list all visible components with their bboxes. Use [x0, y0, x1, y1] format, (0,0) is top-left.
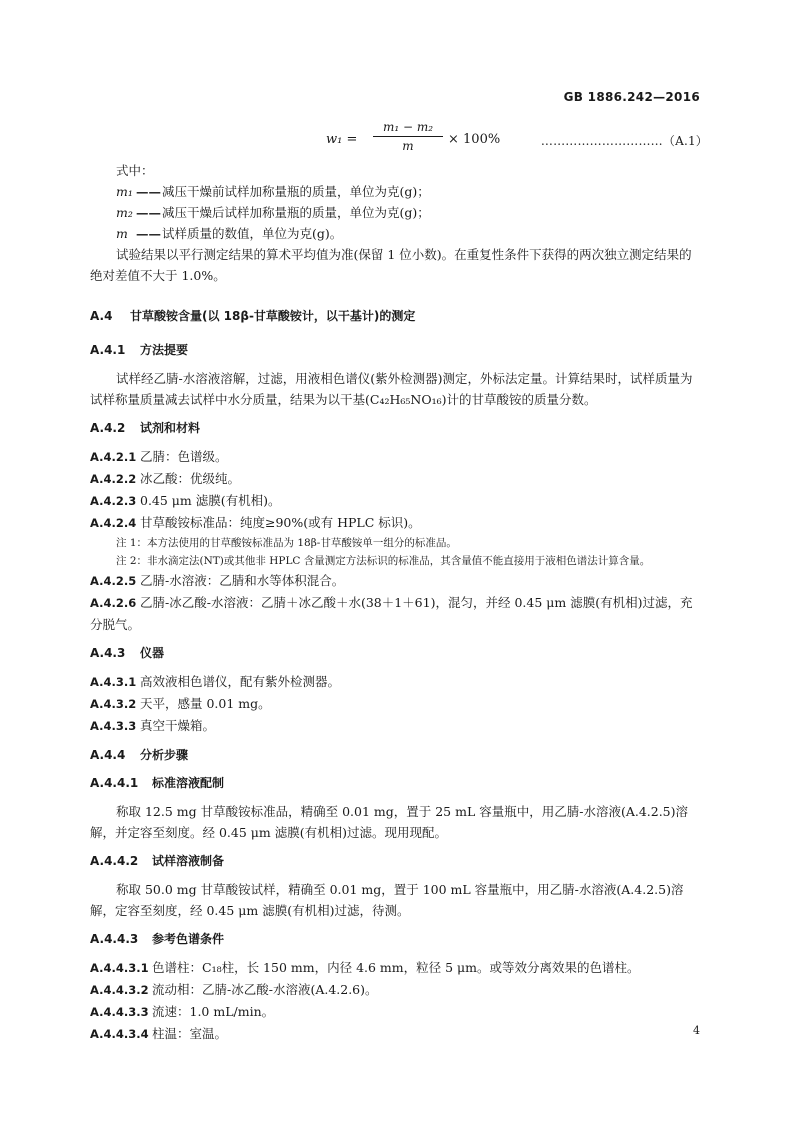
section-title: 试剂和材料	[140, 421, 201, 435]
note-1: 注 1：本方法使用的甘草酸铵标准品为 18β-甘草酸铵单一组分的标准品。	[116, 537, 457, 549]
variable-desc: 减压干燥后试样加称量瓶的质量，单位为克(g)；	[162, 205, 430, 220]
item-text: 乙腈-冰乙酸-水溶液：乙腈＋冰乙酸＋水(38＋1＋61)，混匀，并经 0.45 μm 滤膜(有机相)过滤，充分脱气。	[90, 595, 693, 632]
list-item	[90, 490, 704, 512]
section-heading-a441	[90, 773, 704, 793]
variable-desc: 试样质量的数值，单位为克(g)。	[162, 226, 343, 241]
item-text: 流速：1.0 mL/min。	[152, 1004, 275, 1019]
note-2: 注 2：非水滴定法(NT)或其他非 HPLC 含量测定方法标识的标准品，其含量值不能直接用于液相色谱法计算含量。	[116, 555, 651, 567]
section-number: A.4	[90, 309, 113, 323]
section-title: 仪器	[140, 646, 165, 660]
variable-desc: 减压干燥前试样加称量瓶的质量，单位为克(g)；	[162, 184, 430, 199]
formula-multiplier: × 100%	[448, 132, 501, 147]
section-number: A.4.4.2	[90, 854, 139, 868]
item-number: A.4.2.3	[90, 494, 137, 508]
section-number: A.4.4	[90, 748, 126, 762]
document-body	[90, 160, 704, 1045]
item-text: 甘草酸铵标准品：纯度≥90%(或有 HPLC 标识)。	[140, 515, 421, 530]
list-item	[90, 512, 704, 534]
item-text: 天平，感量 0.01 mg。	[140, 696, 271, 711]
section-title: 分析步骤	[140, 748, 189, 762]
item-number: A.4.3.2	[90, 697, 137, 711]
item-text: 流动相：乙腈-冰乙酸-水溶液(A.4.2.6)。	[152, 982, 378, 997]
section-title: 标准溶液配制	[152, 776, 225, 790]
method-summary-paragraph: 试样经乙腈-水溶液溶解，过滤，用液相色谱仪(紫外检测器)测定，外标法定量。计算结果时，试样质量为试样称量质量减去试样中水分质量，结果为以干基(C₄₂H₆₅NO₁₆)计的甘草酸铵的质量分数。	[90, 371, 693, 407]
list-item	[90, 468, 704, 490]
formula-lhs: w₁ =	[326, 132, 358, 147]
item-text: 乙腈：色谱级。	[140, 449, 228, 464]
variable-dash: ——	[136, 184, 161, 199]
list-item	[90, 1023, 704, 1045]
variable-row	[90, 202, 704, 223]
section-title: 试样溶液制备	[152, 854, 225, 868]
section-heading-a442	[90, 851, 704, 871]
where-label: 式中：	[116, 163, 154, 178]
formula-denominator: m	[402, 139, 414, 153]
formula-a1	[318, 118, 708, 158]
variable-row	[90, 181, 704, 202]
formula-fraction	[373, 120, 443, 153]
item-number: A.4.4.3.1	[90, 961, 149, 975]
item-number: A.4.2.5	[90, 574, 137, 588]
section-heading-a43	[90, 643, 704, 663]
standard-solution-paragraph: 称取 12.5 mg 甘草酸铵标准品，精确至 0.01 mg，置于 25 mL 容量瓶中，用乙腈-水溶液(A.4.2.5)溶解，并定容至刻度。经 0.45 μm 滤膜(有机相)过滤。现用现配。	[90, 804, 689, 840]
section-heading-a4	[90, 306, 704, 326]
variable-symbol: m	[116, 226, 128, 241]
item-number: A.4.4.3.2	[90, 983, 149, 997]
item-number: A.4.3.1	[90, 675, 137, 689]
result-paragraph: 试验结果以平行测定结果的算术平均值为准(保留 1 位小数)。在重复性条件下获得的两次独立测定结果的绝对差值不大于 1.0%。	[90, 247, 692, 283]
item-text: 真空干燥箱。	[140, 718, 216, 733]
item-number: A.4.2.4	[90, 516, 137, 530]
section-number: A.4.2	[90, 421, 126, 435]
standard-code: GB 1886.242—2016	[563, 90, 700, 104]
section-title: 方法提要	[140, 343, 189, 357]
variable-dash: ——	[136, 226, 161, 241]
item-number: A.4.2.6	[90, 596, 137, 610]
section-heading-a41	[90, 340, 704, 360]
list-item	[90, 671, 704, 693]
section-heading-a42	[90, 418, 704, 438]
list-item	[90, 592, 704, 635]
list-item	[90, 570, 704, 592]
item-text: 高效液相色谱仪，配有紫外检测器。	[140, 674, 341, 689]
item-number: A.4.4.3.3	[90, 1005, 149, 1019]
section-number: A.4.1	[90, 343, 126, 357]
list-item	[90, 693, 704, 715]
section-number: A.4.4.3	[90, 932, 139, 946]
list-item	[90, 979, 704, 1001]
page-number: 4	[693, 1024, 700, 1037]
section-heading-a44	[90, 745, 704, 765]
section-heading-a443	[90, 929, 704, 949]
section-number: A.4.4.1	[90, 776, 139, 790]
variable-symbol: m₁	[116, 184, 133, 199]
item-number: A.4.4.3.4	[90, 1027, 149, 1041]
section-title: 参考色谱条件	[152, 932, 225, 946]
list-item	[90, 957, 704, 979]
item-text: 0.45 μm 滤膜(有机相)。	[140, 493, 281, 508]
list-item	[90, 446, 704, 468]
item-text: 色谱柱：C₁₈柱，长 150 mm，内径 4.6 mm，粒径 5 μm。或等效分离效果的色谱柱。	[152, 960, 640, 975]
item-number: A.4.3.3	[90, 719, 137, 733]
item-number: A.4.2.2	[90, 472, 137, 486]
variable-row	[90, 223, 704, 244]
variable-dash: ——	[136, 205, 161, 220]
formula-eq-number: …………………………（A.1）	[540, 134, 708, 148]
list-item	[90, 1001, 704, 1023]
formula-numerator: m₁ − m₂	[373, 120, 443, 137]
variable-symbol: m₂	[116, 205, 133, 220]
item-number: A.4.2.1	[90, 450, 137, 464]
section-number: A.4.3	[90, 646, 126, 660]
item-text: 乙腈-水溶液：乙腈和水等体积混合。	[140, 573, 345, 588]
list-item	[90, 715, 704, 737]
item-text: 柱温：室温。	[152, 1026, 228, 1041]
item-text: 冰乙酸：优级纯。	[140, 471, 241, 486]
sample-solution-paragraph: 称取 50.0 mg 甘草酸铵试样，精确至 0.01 mg，置于 100 mL 容量瓶中，用乙腈-水溶液(A.4.2.5)溶解，定容至刻度，经 0.45 μm 滤膜(有机相)过滤，待测。	[90, 882, 684, 918]
section-title: 甘草酸铵含量(以 18β-甘草酸铵计，以干基计)的测定	[130, 309, 416, 323]
